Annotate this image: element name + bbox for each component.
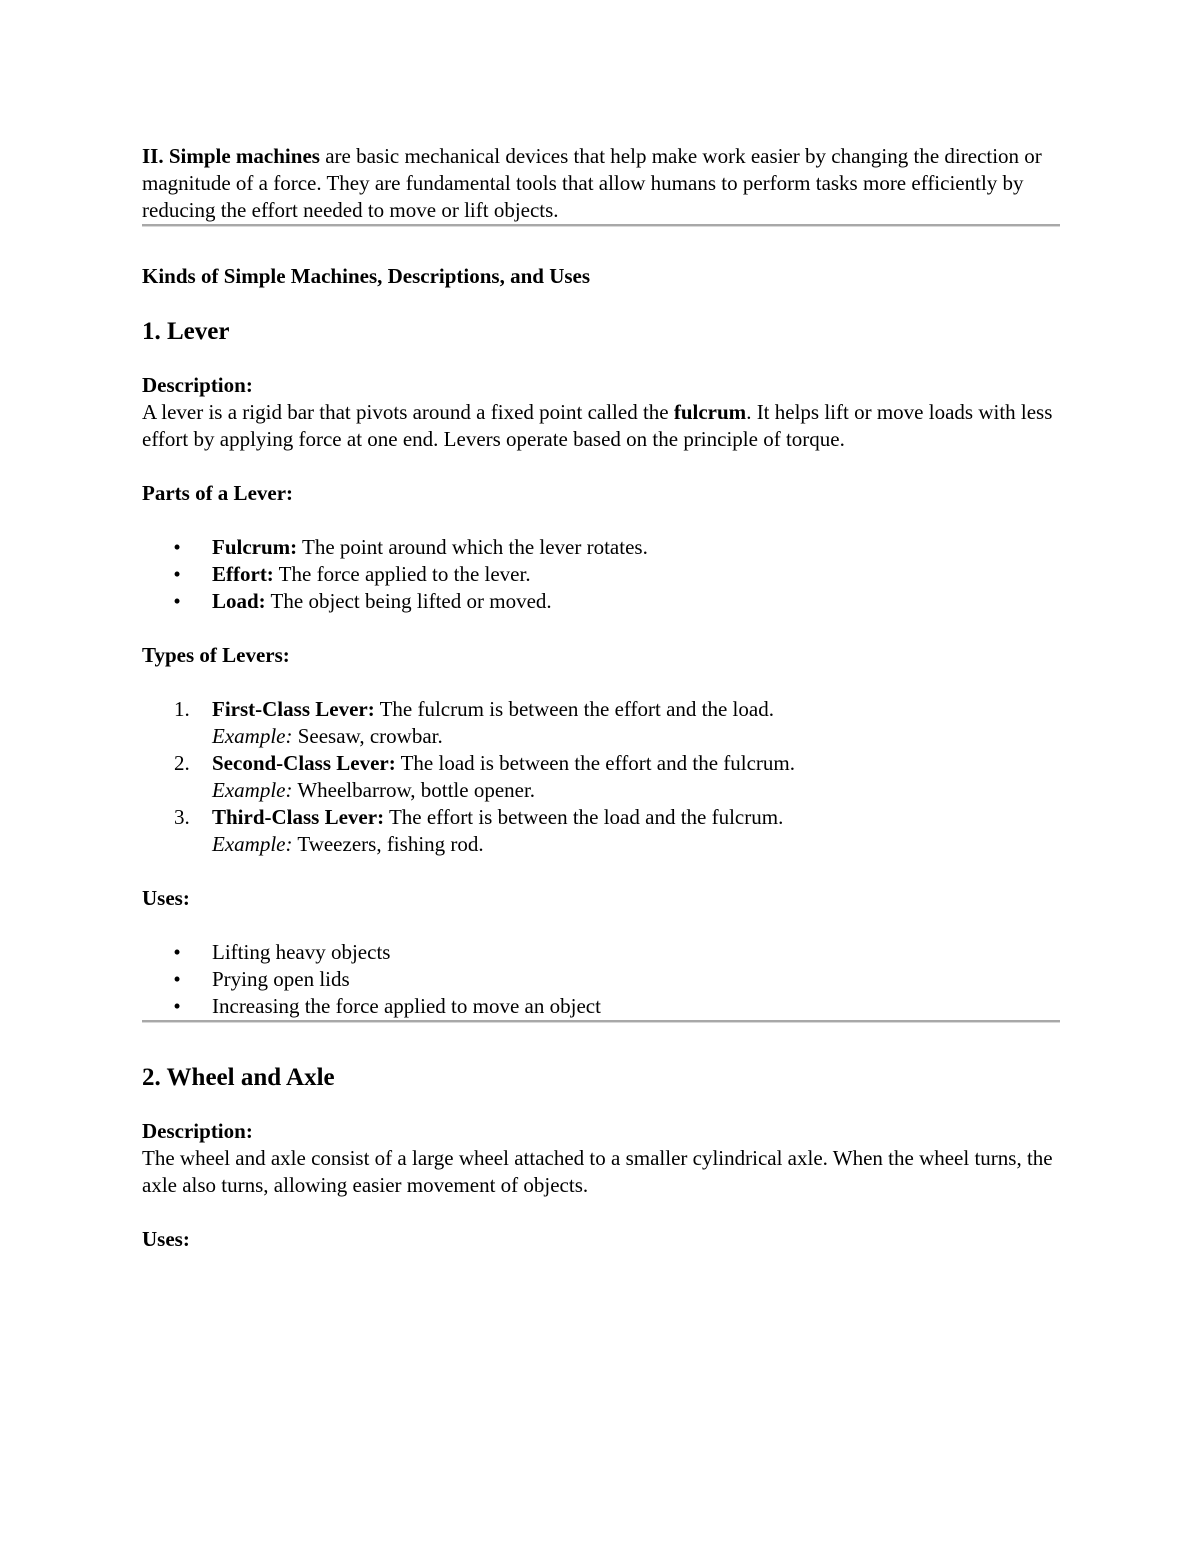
list-item [142,993,1060,1020]
part-term: Fulcrum: [212,535,298,559]
list-item [142,939,1060,966]
list-item [142,588,1060,615]
type-term: First-Class Lever: [212,697,375,721]
wheel-description: The wheel and axle consist of a large wheel attached to a smaller cylindrical axle. When the wheel turns, the axle also turns, allowing easier movement of objects. [142,1146,1053,1197]
list-number: 3. [174,805,190,829]
lever-description [142,399,1060,453]
section-title: Kinds of Simple Machines, Descriptions, and Uses [142,264,591,288]
example-label: Example: [212,832,293,856]
part-term: Effort: [212,562,274,586]
type-term: Third-Class Lever: [212,805,385,829]
intro-paragraph [142,143,1060,224]
list-item [142,804,1060,858]
example-label: Example: [212,778,293,802]
part-text: The force applied to the lever. [273,562,531,586]
parts-list [142,534,1060,615]
part-text: The point around which the lever rotates. [297,535,648,559]
example-text: Seesaw, crowbar. [292,724,443,748]
types-label: Types of Levers: [142,643,290,667]
lever-description-label: Description: [142,373,253,397]
horizontal-rule [142,224,1060,227]
lever-uses-list [142,939,1060,1020]
use-text: Prying open lids [212,967,350,991]
lever-heading: 1. Lever [142,318,230,345]
type-text: The load is between the effort and the fulcrum. [395,751,795,775]
parts-label: Parts of a Lever: [142,481,294,505]
bullet-icon: • [173,562,181,586]
type-text: The fulcrum is between the effort and the load. [374,697,774,721]
types-list [142,696,1060,858]
lever-description-text: A lever is a rigid bar that pivots around a fixed point called the [142,400,674,424]
horizontal-rule [142,1020,1060,1023]
list-item [142,534,1060,561]
bullet-icon: • [173,589,181,613]
bullet-icon: • [173,535,181,559]
bullet-icon: • [173,967,181,991]
bullet-icon: • [173,940,181,964]
wheel-uses-label: Uses: [142,1227,190,1251]
example-label: Example: [212,724,293,748]
list-number: 1. [174,697,190,721]
intro-heading: II. Simple machines [142,144,320,168]
list-item [142,696,1060,750]
wheel-axle-heading: 2. Wheel and Axle [142,1064,335,1091]
intro-text: are basic mechanical devices that help make work easier by changing the direction or magnitude of a force. They are fundamental tools that allow humans to perform tasks more efficiently by reducing the effort needed to move or lift objects. [142,144,1042,222]
list-item [142,561,1060,588]
part-text: The object being lifted or moved. [265,589,552,613]
wheel-description-label: Description: [142,1119,253,1143]
example-text: Tweezers, fishing rod. [292,832,484,856]
bullet-icon: • [173,994,181,1018]
example-text: Wheelbarrow, bottle opener. [292,778,536,802]
lever-description-text: . It helps lift or move loads with less effort by applying force at one end. Levers operate based on the principle of torque. [142,400,1053,451]
use-text: Lifting heavy objects [212,940,391,964]
lever-uses-label: Uses: [142,886,190,910]
type-term: Second-Class Lever: [212,751,396,775]
use-text: Increasing the force applied to move an object [212,994,601,1018]
part-term: Load: [212,589,266,613]
type-text: The effort is between the load and the fulcrum. [384,805,784,829]
list-number: 2. [174,751,190,775]
fulcrum-term: fulcrum [673,400,747,424]
list-item [142,966,1060,993]
list-item [142,750,1060,804]
document-page [142,143,1060,1253]
